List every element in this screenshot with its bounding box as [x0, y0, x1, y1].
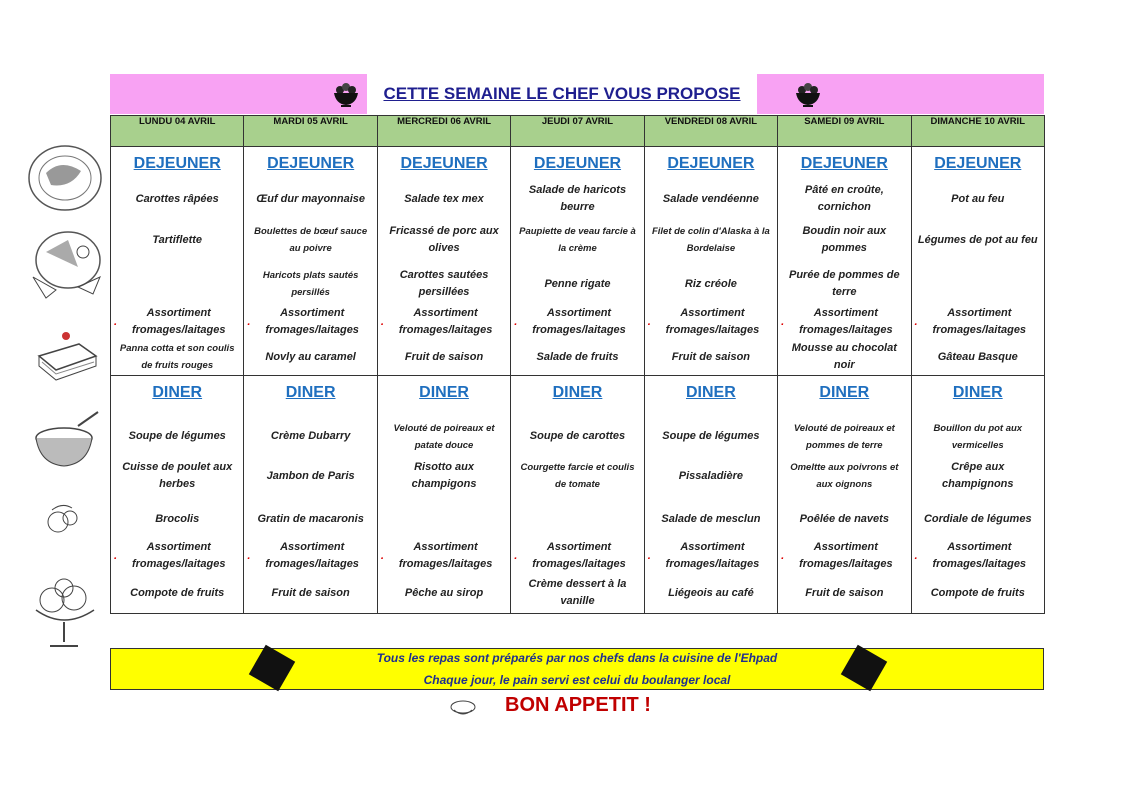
menu-item	[511, 499, 643, 539]
lunch-cell	[644, 147, 777, 376]
menu-item: Salade de haricots beurre	[528, 184, 627, 213]
menu-item: Cuisse de poulet aux herbes	[122, 461, 233, 490]
cake-sketch-icon	[34, 326, 100, 382]
dinner-label: DINER	[419, 384, 469, 401]
menu-item: . Assortiment fromages/laitages	[781, 307, 893, 336]
footer-line-2: Chaque jour, le pain servi est celui du boulanger local	[423, 673, 731, 687]
menu-item: Salade vendéenne	[662, 192, 759, 205]
dinner-cell	[511, 376, 644, 614]
dinner-cell	[911, 376, 1044, 614]
menu-item: Courgette farcie et coulis de tomate	[520, 462, 635, 490]
day-header: DIMANCHE 10 AVRIL	[911, 116, 1044, 147]
menu-item: Salade tex mex	[404, 192, 484, 205]
salad-bowl-icon	[331, 79, 361, 109]
dinner-cell	[111, 376, 244, 614]
lunch-label: DEJEUNER	[400, 155, 488, 172]
menu-item: Pâté en croûte, cornichon	[804, 184, 884, 213]
menu-item: Boulettes de bœuf sauce au poivre	[254, 226, 368, 254]
vegetables-sketch-icon	[42, 500, 84, 540]
soup-bowl-sketch-icon	[30, 408, 102, 474]
lunch-label: DEJEUNER	[667, 155, 755, 172]
lunch-label: DEJEUNER	[934, 155, 1022, 172]
lunch-label: DEJEUNER	[133, 155, 221, 172]
menu-item: Tartiflette	[152, 233, 203, 246]
menu-item: Filet de colin d'Alaska à la Bordelaise	[651, 226, 770, 254]
menu-item: . Assortiment fromages/laitages	[380, 541, 493, 570]
day-header: MARDI 05 AVRIL	[244, 116, 377, 147]
day-header: LUNDU 04 AVRIL	[111, 116, 244, 147]
menu-item: Œuf dur mayonnaise	[256, 192, 366, 205]
menu-item: Gâteau Basque	[937, 350, 1018, 363]
menu-item: Purée de pommes de terre	[788, 269, 900, 298]
salad-bowl-icon	[793, 79, 823, 109]
lunch-cell	[911, 147, 1044, 376]
menu-item: . Assortiment fromages/laitages	[514, 541, 626, 570]
menu-item	[912, 263, 1044, 305]
menu-item: Salade de mesclun	[661, 512, 761, 525]
day-header: JEUDI 07 AVRIL	[511, 116, 644, 147]
menu-item: Fricassé de porc aux olives	[389, 225, 499, 254]
day-header: SAMEDI 09 AVRIL	[778, 116, 911, 147]
days-header-row	[111, 116, 1045, 147]
dinner-label: DINER	[552, 384, 603, 401]
menu-item: Carottes sautées persillées	[399, 269, 489, 298]
menu-item: Fruit de saison	[671, 350, 751, 363]
menu-item: Novly au caramel	[265, 350, 356, 363]
menu-item: . Assortiment fromages/laitages	[247, 307, 359, 336]
menu-item: Pot au feu	[951, 192, 1005, 205]
menu-item: Panna cotta et son coulis de fruits rouges	[119, 343, 235, 371]
chef-hat-icon	[448, 698, 478, 718]
menu-item: . Assortiment fromages/laitages	[114, 307, 226, 336]
dinner-row	[111, 376, 1045, 614]
menu-item: Jambon de Paris	[266, 469, 355, 482]
menu-item: Fruit de saison	[404, 350, 484, 363]
lunch-cell	[778, 147, 911, 376]
day-header: VENDREDI 08 AVRIL	[644, 116, 777, 147]
menu-item: Velouté de poireaux et pommes de terre	[793, 422, 895, 451]
dinner-cell	[244, 376, 377, 614]
menu-item: Bouillon du pot aux vermicelles	[933, 422, 1023, 451]
menu-item: Cordiale de légumes	[923, 512, 1032, 525]
weekly-menu-table	[110, 115, 1045, 614]
dinner-label: DINER	[152, 384, 203, 401]
page-title: CETTE SEMAINE LE CHEF VOUS PROPOSE	[383, 84, 741, 103]
footer-line-1: Tous les repas sont préparés par nos chefs dans la cuisine de l'Ehpad	[376, 651, 778, 665]
menu-item: Pissaladière	[678, 469, 743, 482]
dinner-cell	[644, 376, 777, 614]
menu-item: Boudin noir aux pommes	[802, 225, 887, 254]
menu-item: Crème dessert à la vanille	[528, 578, 627, 607]
menu-item: Salade de fruits	[536, 350, 619, 363]
menu-item: Soupe de carottes	[529, 430, 626, 442]
menu-item: Carottes râpées	[135, 192, 219, 205]
menu-item: Compote de fruits	[930, 586, 1025, 599]
menu-item: . Assortiment fromages/laitages	[247, 541, 359, 570]
menu-item: Riz créole	[684, 277, 737, 290]
menu-item: Compote de fruits	[130, 586, 225, 599]
menu-item: Fruit de saison	[271, 586, 350, 599]
dinner-cell	[778, 376, 911, 614]
menu-item: Poêlée de navets	[799, 512, 889, 525]
menu-item: Mousse au chocolat noir	[791, 342, 897, 371]
lunch-cell	[377, 147, 510, 376]
menu-item: Risotto aux champigons	[411, 461, 477, 490]
menu-item: . Assortiment fromages/laitages	[514, 307, 626, 336]
menu-item: Légumes de pot au feu	[917, 233, 1038, 246]
dinner-label: DINER	[952, 384, 1003, 401]
menu-item: . Assortiment fromages/laitages	[914, 541, 1027, 570]
menu-item: Brocolis	[155, 512, 200, 525]
lunch-cell	[511, 147, 644, 376]
dinner-label: DINER	[686, 384, 736, 401]
menu-item: . Assortiment fromages/laitages	[647, 307, 760, 336]
bon-appetit: BON APPETIT !	[505, 694, 651, 716]
menu-item: . Assortiment fromages/laitages	[380, 307, 493, 336]
menu-item: Crêpe aux champignons	[942, 461, 1014, 490]
lunch-cell	[244, 147, 377, 376]
day-header: MERCREDI 06 AVRIL	[377, 116, 510, 147]
dinner-cell	[377, 376, 510, 614]
menu-item: Haricots plats sautés persillés	[262, 270, 359, 298]
menu-item: Penne rigate	[544, 277, 611, 290]
menu-item: . Assortiment fromages/laitages	[914, 307, 1027, 336]
menu-item: Omeltte aux poivrons et aux oignons	[790, 462, 899, 490]
menu-item: . Assortiment fromages/laitages	[114, 541, 226, 570]
plate-sketch-icon	[28, 222, 104, 300]
menu-item: Pêche au sirop	[404, 586, 484, 599]
lunch-label: DEJEUNER	[267, 155, 355, 172]
menu-item: Soupe de légumes	[128, 430, 226, 442]
dinner-label: DINER	[819, 384, 870, 401]
lunch-row	[111, 147, 1045, 376]
lunch-cell	[111, 147, 244, 376]
menu-item: . Assortiment fromages/laitages	[647, 541, 760, 570]
menu-item: Velouté de poireaux et patate douce	[393, 422, 495, 451]
menu-item: Liégeois au café	[668, 586, 754, 599]
menu-item	[378, 499, 510, 539]
dinner-label: DINER	[285, 384, 336, 401]
menu-item: Gratin de macaronis	[257, 512, 364, 525]
lunch-label: DEJEUNER	[800, 155, 888, 172]
menu-item: . Assortiment fromages/laitages	[781, 541, 893, 570]
menu-item: Paupiette de veau farcie à la crème	[519, 226, 636, 254]
menu-item: Crème Dubarry	[270, 430, 351, 442]
ice-cream-sundae-sketch-icon	[28, 572, 102, 652]
lunch-label: DEJEUNER	[533, 155, 622, 172]
menu-item: Fruit de saison	[805, 586, 884, 599]
menu-item: Soupe de légumes	[662, 430, 760, 442]
plate-sketch-icon	[26, 143, 104, 213]
menu-item	[111, 263, 243, 305]
